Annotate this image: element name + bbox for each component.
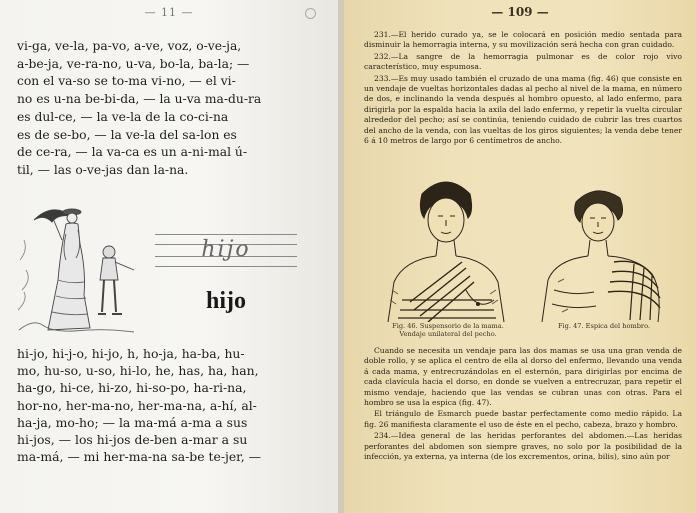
text-line: ha-ja, mo-ho; — la ma-má a-ma a sus (17, 414, 248, 430)
paragraph: El triángulo de Esmarch puede bastar perfectamente como medio rápido. La fig. 26 manifiesta claramente el uso de éste en el pecho, cabeza, brazo y hombro. (364, 409, 682, 429)
text-line: hor-no, her-ma-no, her-ma-na, a-hí, al- (17, 397, 257, 413)
page-corner-mark (305, 8, 316, 19)
figure-47-caption: Fig. 47. Espica del hombro. (557, 322, 651, 330)
figure-46-chest-bandage (374, 172, 519, 322)
figure-47-shoulder-spica (534, 180, 674, 322)
text-line: es de se-bo, — la ve-la del sa-lon es (17, 127, 237, 142)
text-line: de ce-ra, — la va-ca es un a-ni-mal ú- (17, 145, 247, 160)
text-line: hi-jos, — los hi-jos de-ben a-mar a su (17, 432, 248, 448)
guide-line (155, 234, 297, 235)
left-page (0, 0, 338, 513)
figure-46-caption: Fig. 46. Suspensorio de la mama. Vendaje unilateral del pecho. (392, 322, 504, 338)
article-text-top (364, 30, 682, 147)
paragraph: 233.—Es muy usado también el cruzado de una mama (fig. 46) que consiste en un vendaje de vueltas horizontales dadas al pecho al nivel de la mama, en número de dos, e inclinando la venda después al hombro opuesto, al lado enfermo, para dirigirla por la espalda hacia la axila del lado enfermo, y repetir la vuelta circular alrededor del pecho; así se continúa, teniendo cuidado de cubrir las tres cuartos del ancho de la venda, con las vueltas de los giros siguientes; la venda debe tener 6 á 10 metros de largo por 6 centímetros de ancho. (364, 73, 682, 146)
paragraph: 234.—Idea general de las heridas perforantes del abdomen.—Las heridas perforantes del abdomen son siempre graves, no solo por la posibilidad de la infección, ya externa, ya interna (de los excrementos, orina, bilis), sino aún por (364, 431, 682, 462)
cursive-practice-lines (155, 232, 297, 268)
paragraph: 231.—El herido curado ya, se le colocará en posición medio sentada para disminuir la hemorragia interna, y su movilización será hecha con gran cuidado. (364, 30, 682, 50)
text-line: hi-jo, hi-j-o, hi-jo, h, ho-ja, ha-ba, hu- (17, 346, 245, 361)
syllable-text-bottom (17, 345, 323, 465)
left-page-number-text: — 11 — (144, 6, 194, 19)
article-text-bottom (364, 346, 682, 463)
text-line: a-be-ja, ve-ra-no, u-va, bo-la, ba-la; — (17, 56, 250, 71)
guide-line (155, 266, 297, 267)
text-line: con el va-so se to-ma vi-no, — el vi- (17, 74, 236, 89)
text-line: ma-má, — mi her-ma-na sa-be te-jer, — (17, 449, 262, 465)
left-page-number (0, 6, 338, 19)
text-line: ha-go, hi-ce, hi-zo, hi-so-po, ha-ri-na, (17, 380, 247, 396)
syllable-text-top (17, 38, 323, 180)
right-page-number: — 109 — (491, 5, 549, 19)
cursive-word: hijo (201, 237, 251, 262)
printed-word: hijo (205, 288, 246, 314)
mother-and-child-illustration (14, 200, 154, 340)
text-line: es dul-ce, — la ve-la de la co-ci-na (17, 109, 229, 124)
right-page (344, 0, 696, 513)
text-line: til, — las o-ve-jas dan la-na. (17, 162, 189, 177)
text-line: no es u-na be-bi-da, — la u-va ma-du-ra (17, 92, 262, 107)
paragraph: 232.—La sangre de la hemorragia pulmonar es de color rojo vivo característico, muy espumosa. (364, 51, 682, 72)
text-line: vi-ga, ve-la, pa-vo, a-ve, voz, o-ve-ja, (17, 39, 242, 53)
text-line: mo, hu-so, u-so, hi-lo, he, has, ha, han, (17, 363, 259, 379)
paragraph: Cuando se necesita un vendaje para las dos mamas se usa una gran venda de doble rollo, y se aplica el centro de ella al dorso del enfermo, llevando una venda á cada mama, y entrecruzándolas en el esternón, para dirigirlas por encima de cada clavícula hacia el dorso, en donde se vuelven a entrecruzar, para repetir el mismo vendaje, haciendo que las vendas se cubran unas con otras. Para el hombro se usa la espica (fig. 47). (364, 346, 682, 408)
